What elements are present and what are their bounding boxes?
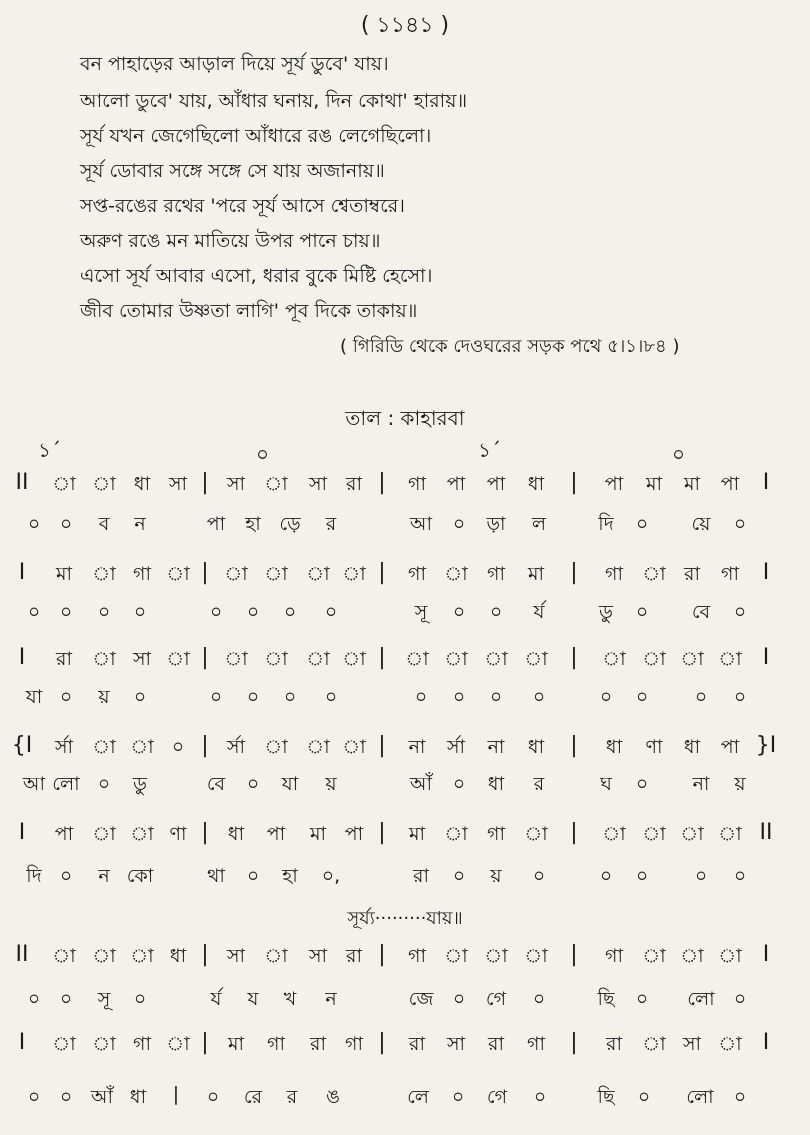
- swara-note: না: [408, 736, 426, 758]
- lyric-syllable: ০: [283, 601, 297, 623]
- beat-mark: ০: [256, 442, 270, 466]
- swara-note: া: [444, 945, 468, 967]
- lyric-syllable: ০: [733, 1086, 747, 1108]
- lyric-syllable: ড়া: [486, 513, 506, 535]
- swara-note: া: [224, 563, 248, 585]
- lyric-syllable: ০: [133, 988, 147, 1010]
- barline: |: [201, 733, 209, 758]
- lyric-syllable: আ: [22, 773, 46, 795]
- lyric-line: সূর্য যখন জেগেছিলো আঁধারে রঙ লেগেছিলো।: [80, 125, 432, 147]
- swara-note: া: [224, 648, 248, 670]
- lyric-syllable: র: [325, 513, 337, 535]
- lyric-syllable: বে: [206, 773, 226, 795]
- swara-note: ধা: [133, 473, 151, 495]
- swara-note: া: [92, 473, 116, 495]
- lyric-syllable: ০: [27, 988, 41, 1010]
- swara-note: া: [306, 563, 330, 585]
- lyric-syllable: ০: [452, 686, 466, 708]
- barline: I: [18, 1030, 26, 1055]
- swara-note: র্সা: [446, 736, 466, 758]
- swara-note: া: [166, 1033, 190, 1055]
- swara-note: পা: [486, 473, 506, 495]
- barline: }I: [755, 733, 777, 758]
- barline: |: [378, 560, 386, 585]
- beat-mark: ১´: [478, 438, 501, 462]
- lyric-syllable: যা: [281, 773, 299, 795]
- swara-note: ণা: [645, 736, 663, 758]
- swara-note: া: [718, 823, 742, 845]
- lyric-syllable: ০: [209, 686, 223, 708]
- barline: |: [570, 645, 578, 670]
- swara-note: া: [264, 473, 288, 495]
- swara-note: া: [642, 563, 666, 585]
- barline: |: [378, 470, 386, 495]
- lyric-syllable: রা: [413, 865, 429, 887]
- swara-note: গা: [527, 1033, 545, 1055]
- swara-note: া: [718, 648, 742, 670]
- swara-note: পা: [720, 473, 740, 495]
- lyric-syllable: ০: [209, 601, 223, 623]
- swara-note: র্সা: [54, 736, 74, 758]
- swara-note: া: [264, 648, 288, 670]
- lyric-syllable: ০: [59, 1086, 73, 1108]
- swara-note: ধা: [527, 473, 545, 495]
- lyric-syllable: ০: [59, 865, 73, 887]
- lyric-syllable: ০: [733, 513, 747, 535]
- lyric-syllable: ০: [635, 601, 649, 623]
- swara-note: া: [92, 823, 116, 845]
- lyric-syllable: ০: [27, 601, 41, 623]
- lyric-syllable: ০: [133, 686, 147, 708]
- lyric-syllable: ০: [733, 686, 747, 708]
- swara-note: পা: [720, 736, 740, 758]
- lyric-syllable: ০: [635, 773, 649, 795]
- swara-note: া: [342, 563, 366, 585]
- lyric-syllable: বে: [691, 601, 711, 623]
- swara-note: সা: [226, 473, 246, 495]
- lyric-syllable: য়: [98, 686, 110, 708]
- lyric-syllable: ঙ: [326, 1086, 340, 1108]
- lyric-syllable: আ: [409, 513, 433, 535]
- lyric-syllable: ০: [133, 601, 147, 623]
- lyric-syllable: সূ: [414, 601, 428, 623]
- barline: |: [570, 1030, 578, 1055]
- swara-note: রা: [488, 1033, 504, 1055]
- lyric-syllable: ০: [452, 513, 466, 535]
- lyric-syllable: লো: [686, 1086, 714, 1108]
- swara-note: া: [130, 823, 154, 845]
- lyric-syllable: আঁ: [409, 773, 433, 795]
- swara-note: া: [342, 648, 366, 670]
- barline: II: [15, 942, 29, 967]
- swara-note: া: [642, 823, 666, 845]
- swara-note: া: [642, 648, 666, 670]
- swara-note: া: [484, 648, 508, 670]
- lyric-syllable: গে: [486, 1086, 508, 1108]
- swara-note: রা: [346, 473, 362, 495]
- lyric-syllable: ০: [283, 686, 297, 708]
- swara-note: গা: [408, 473, 426, 495]
- swara-note: া: [130, 736, 154, 758]
- lyric-line: বন পাহাড়ের আড়াল দিয়ে সূর্য ডুবে' যায়।: [80, 53, 389, 75]
- barline: II: [15, 470, 29, 495]
- lyric-syllable: লো: [52, 773, 80, 795]
- lyric-syllable: ০: [27, 1086, 41, 1108]
- barline: |: [378, 820, 386, 845]
- lyric-syllable: দি: [598, 513, 614, 535]
- swara-note: া: [264, 563, 288, 585]
- lyric-syllable: ০: [533, 1086, 547, 1108]
- swara-note: মা: [645, 473, 663, 495]
- swara-note: র্সা: [226, 736, 246, 758]
- lyric-syllable: জে: [408, 988, 434, 1010]
- swara-note: গা: [605, 945, 623, 967]
- lyric-line: অরুণ রঙে মন মাতিয়ে উপর পানে চায়॥: [80, 230, 381, 252]
- lyric-syllable: ০: [637, 1086, 651, 1108]
- swara-note: গা: [408, 945, 426, 967]
- swara-note: গা: [487, 563, 505, 585]
- swara-note: া: [92, 563, 116, 585]
- lyric-syllable: ০: [532, 686, 546, 708]
- lyric-syllable: র্য: [210, 988, 222, 1010]
- swara-note: া: [524, 648, 548, 670]
- barline: |: [378, 942, 386, 967]
- barline: |: [570, 820, 578, 845]
- lyric-syllable: ০: [599, 686, 613, 708]
- lyric-syllable: লো: [687, 988, 715, 1010]
- lyric-syllable: ০,: [321, 865, 341, 887]
- lyric-syllable: ০: [59, 513, 73, 535]
- lyric-syllable: ০: [635, 865, 649, 887]
- swara-note: া: [444, 563, 468, 585]
- swara-note: রা: [56, 648, 72, 670]
- swara-note: রা: [409, 1033, 425, 1055]
- barline: I: [18, 820, 26, 845]
- lyric-syllable: ছি: [597, 1086, 615, 1108]
- lyric-syllable: কো: [126, 865, 154, 887]
- swara-note: গা: [408, 563, 426, 585]
- barline: I: [762, 560, 770, 585]
- lyric-syllable: ব: [98, 513, 110, 535]
- swara-note: া: [264, 945, 288, 967]
- lyric-syllable: ০: [489, 601, 503, 623]
- swara-note: া: [52, 1033, 76, 1055]
- lyric-syllable: ০: [635, 686, 649, 708]
- swara-note: মা: [227, 1033, 245, 1055]
- swara-note: সা: [446, 1033, 466, 1055]
- swara-note: পা: [604, 473, 624, 495]
- swara-note: সা: [682, 1033, 702, 1055]
- lyric-line: এসো সূর্য আবার এসো, ধরার বুকে মিষ্টি হেসো।: [80, 265, 433, 287]
- lyric-syllable: হা: [245, 513, 261, 535]
- lyric-syllable: না: [692, 773, 710, 795]
- barline: I: [762, 470, 770, 495]
- swara-note: সা: [226, 945, 246, 967]
- barline: |: [378, 1030, 386, 1055]
- swara-note: গা: [345, 1033, 363, 1055]
- lyric-line: জীব তোমার উষ্ণতা লাগি' পূব দিকে তাকায়॥: [80, 300, 418, 322]
- barline: |: [570, 733, 578, 758]
- swara-note: গা: [721, 563, 739, 585]
- swara-note: ধা: [605, 736, 623, 758]
- lyric-syllable: থা: [207, 865, 225, 887]
- lyric-syllable: ০: [452, 988, 466, 1010]
- lyric-syllable: ০: [733, 988, 747, 1010]
- lyric-syllable: লে: [407, 1086, 429, 1108]
- lyric-syllable: ০: [324, 686, 338, 708]
- lyric-syllable: ০: [733, 601, 747, 623]
- lyric-syllable: য: [247, 988, 259, 1010]
- swara-note: া: [602, 823, 626, 845]
- swara-note: া: [642, 945, 666, 967]
- lyric-syllable: য়: [325, 773, 337, 795]
- swara-note: মা: [408, 823, 426, 845]
- barline: |: [570, 560, 578, 585]
- swara-note: া: [92, 945, 116, 967]
- lyric-syllable: ০: [206, 1086, 220, 1108]
- swara-note: রা: [606, 1033, 622, 1055]
- swara-note: া: [444, 823, 468, 845]
- lyric-syllable: |: [172, 1083, 180, 1105]
- lyric-syllable: র: [533, 773, 545, 795]
- swara-note: সা: [132, 648, 152, 670]
- lyric-syllable: ০: [59, 686, 73, 708]
- swara-note: পা: [54, 823, 74, 845]
- swara-note: সা: [308, 473, 328, 495]
- barline: |: [570, 470, 578, 495]
- lyric-syllable: হা: [282, 865, 298, 887]
- lyric-syllable: ০: [97, 601, 111, 623]
- lyric-syllable: ০: [489, 686, 503, 708]
- lyric-syllable: ০: [452, 601, 466, 623]
- lyric-syllable: ০: [27, 513, 41, 535]
- lyric-syllable: ল: [531, 513, 547, 535]
- lyric-syllable: ০: [599, 865, 613, 887]
- lyric-syllable: খ: [283, 988, 297, 1010]
- swara-note: া: [444, 648, 468, 670]
- lyric-syllable: দি: [26, 865, 42, 887]
- lyric-syllable: র্য: [533, 601, 545, 623]
- page-number: ( ১১৪১ ): [360, 13, 450, 38]
- swara-note: া: [306, 648, 330, 670]
- lyric-syllable: সূ: [97, 988, 111, 1010]
- swara-note: মা: [309, 823, 327, 845]
- swara-note: ণা: [169, 823, 187, 845]
- swara-note: া: [524, 945, 548, 967]
- swara-note: া: [642, 1033, 666, 1055]
- swara-note: া: [52, 945, 76, 967]
- swara-note: া: [166, 648, 190, 670]
- lyric-syllable: ০: [324, 601, 338, 623]
- lyric-syllable: ন: [98, 865, 110, 887]
- barline: |: [201, 470, 209, 495]
- lyric-syllable: যা: [25, 686, 43, 708]
- lyric-syllable: ০: [59, 988, 73, 1010]
- lyric-syllable: ডু: [133, 773, 147, 795]
- lyric-syllable: ০: [59, 601, 73, 623]
- barline: II: [759, 820, 773, 845]
- lyric-syllable: ০: [246, 686, 260, 708]
- refrain-line: সূর্য্য·········যায়॥: [347, 908, 463, 929]
- swara-note: গা: [487, 823, 505, 845]
- swara-note: সা: [308, 945, 328, 967]
- lyric-line: সূর্য ডোবার সঙ্গে সঙ্গে সে যায় অজানায়॥: [80, 160, 385, 182]
- lyric-syllable: ০: [532, 988, 546, 1010]
- swara-note: গা: [605, 563, 623, 585]
- swara-note: া: [92, 648, 116, 670]
- barline: |: [201, 820, 209, 845]
- swara-note: া: [718, 1033, 742, 1055]
- barline: |: [570, 942, 578, 967]
- barline: |: [201, 645, 209, 670]
- swara-note: মা: [527, 563, 545, 585]
- barline: I: [18, 560, 26, 585]
- swara-note: না: [487, 736, 505, 758]
- barline: |: [201, 942, 209, 967]
- swara-note: া: [306, 736, 330, 758]
- swara-note: া: [484, 945, 508, 967]
- barline: I: [762, 942, 770, 967]
- lyric-syllable: ০: [452, 865, 466, 887]
- swara-note: রা: [346, 945, 362, 967]
- barline: |: [378, 733, 386, 758]
- lyric-syllable: ধা: [129, 1086, 147, 1108]
- beat-mark: ০: [672, 442, 686, 466]
- swara-note: গা: [267, 1033, 285, 1055]
- swara-note: া: [680, 648, 704, 670]
- lyric-syllable: ডু: [599, 601, 613, 623]
- swara-note: পা: [446, 473, 466, 495]
- lyric-syllable: ০: [246, 773, 260, 795]
- barline: |: [201, 560, 209, 585]
- lyric-syllable: ০: [246, 865, 260, 887]
- lyric-syllable: ০: [532, 865, 546, 887]
- swara-note: া: [718, 945, 742, 967]
- swara-note: া: [680, 823, 704, 845]
- swara-note: রা: [310, 1033, 326, 1055]
- lyric-syllable: পা: [206, 513, 226, 535]
- swara-note: া: [166, 563, 190, 585]
- lyric-syllable: ০: [635, 513, 649, 535]
- lyric-line: আলো ডুবে' যায়, আঁধার ঘনায়, দিন কোথা' হারায়॥: [80, 90, 468, 112]
- lyric-syllable: ০: [451, 1086, 465, 1108]
- lyric-syllable: ন: [134, 513, 146, 535]
- source-note: ( গিরিডি থেকে দেওঘরের সড়ক পথে ৫।১।৮৪ ): [340, 336, 680, 357]
- swara-note: গা: [133, 563, 151, 585]
- swara-note: রা: [684, 563, 700, 585]
- barline: I: [762, 645, 770, 670]
- swara-note: া: [92, 1033, 116, 1055]
- swara-note: া: [342, 736, 366, 758]
- swara-note: া: [264, 736, 288, 758]
- lyric-syllable: ধা: [487, 773, 505, 795]
- tal-heading: তাল : কাহারবা: [345, 406, 465, 430]
- lyric-syllable: ঘ: [600, 773, 612, 795]
- lyric-syllable: গে: [485, 988, 507, 1010]
- lyric-syllable: ০: [694, 865, 708, 887]
- lyric-syllable: ন: [325, 988, 337, 1010]
- lyric-syllable: ০: [452, 773, 466, 795]
- swara-note: ধা: [169, 945, 187, 967]
- lyric-syllable: ০: [246, 601, 260, 623]
- lyric-syllable: ছি: [597, 988, 615, 1010]
- swara-note: মা: [683, 473, 701, 495]
- lyric-line: সপ্ত-রঙের রথের 'পরে সূর্য আসে শ্বেতাম্বরে।: [80, 195, 405, 217]
- swara-note: ধা: [527, 736, 545, 758]
- lyric-syllable: ড়ে: [279, 513, 301, 535]
- barline: I: [762, 1030, 770, 1055]
- swara-note: ধা: [227, 823, 245, 845]
- lyric-syllable: ০: [694, 686, 708, 708]
- barline: |: [201, 1030, 209, 1055]
- barline: I: [18, 645, 26, 670]
- swara-note: া: [92, 736, 116, 758]
- lyric-syllable: ০: [635, 988, 649, 1010]
- swara-note: া: [602, 648, 626, 670]
- lyric-syllable: রে: [243, 1086, 263, 1108]
- barline: {I: [11, 733, 33, 758]
- swara-note: া: [52, 473, 76, 495]
- swara-note: ধা: [683, 736, 701, 758]
- swara-note: সা: [168, 473, 188, 495]
- swara-note: া: [524, 823, 548, 845]
- lyric-syllable: আঁ: [90, 1086, 114, 1108]
- lyric-syllable: র: [286, 1086, 298, 1108]
- beat-mark: ১´: [38, 438, 61, 462]
- swara-note: ০: [171, 736, 185, 758]
- swara-note: পা: [266, 823, 286, 845]
- swara-note: গা: [133, 1033, 151, 1055]
- swara-note: া: [680, 945, 704, 967]
- barline: |: [378, 645, 386, 670]
- swara-note: া: [130, 945, 154, 967]
- lyric-syllable: ০: [97, 773, 111, 795]
- swara-note: পা: [344, 823, 364, 845]
- lyric-syllable: য়: [734, 773, 746, 795]
- lyric-syllable: ০: [733, 865, 747, 887]
- swara-note: া: [405, 648, 429, 670]
- lyric-syllable: ০: [414, 686, 428, 708]
- swara-note: মা: [55, 563, 73, 585]
- lyric-syllable: য়: [490, 865, 502, 887]
- lyric-syllable: য়ে: [691, 513, 711, 535]
